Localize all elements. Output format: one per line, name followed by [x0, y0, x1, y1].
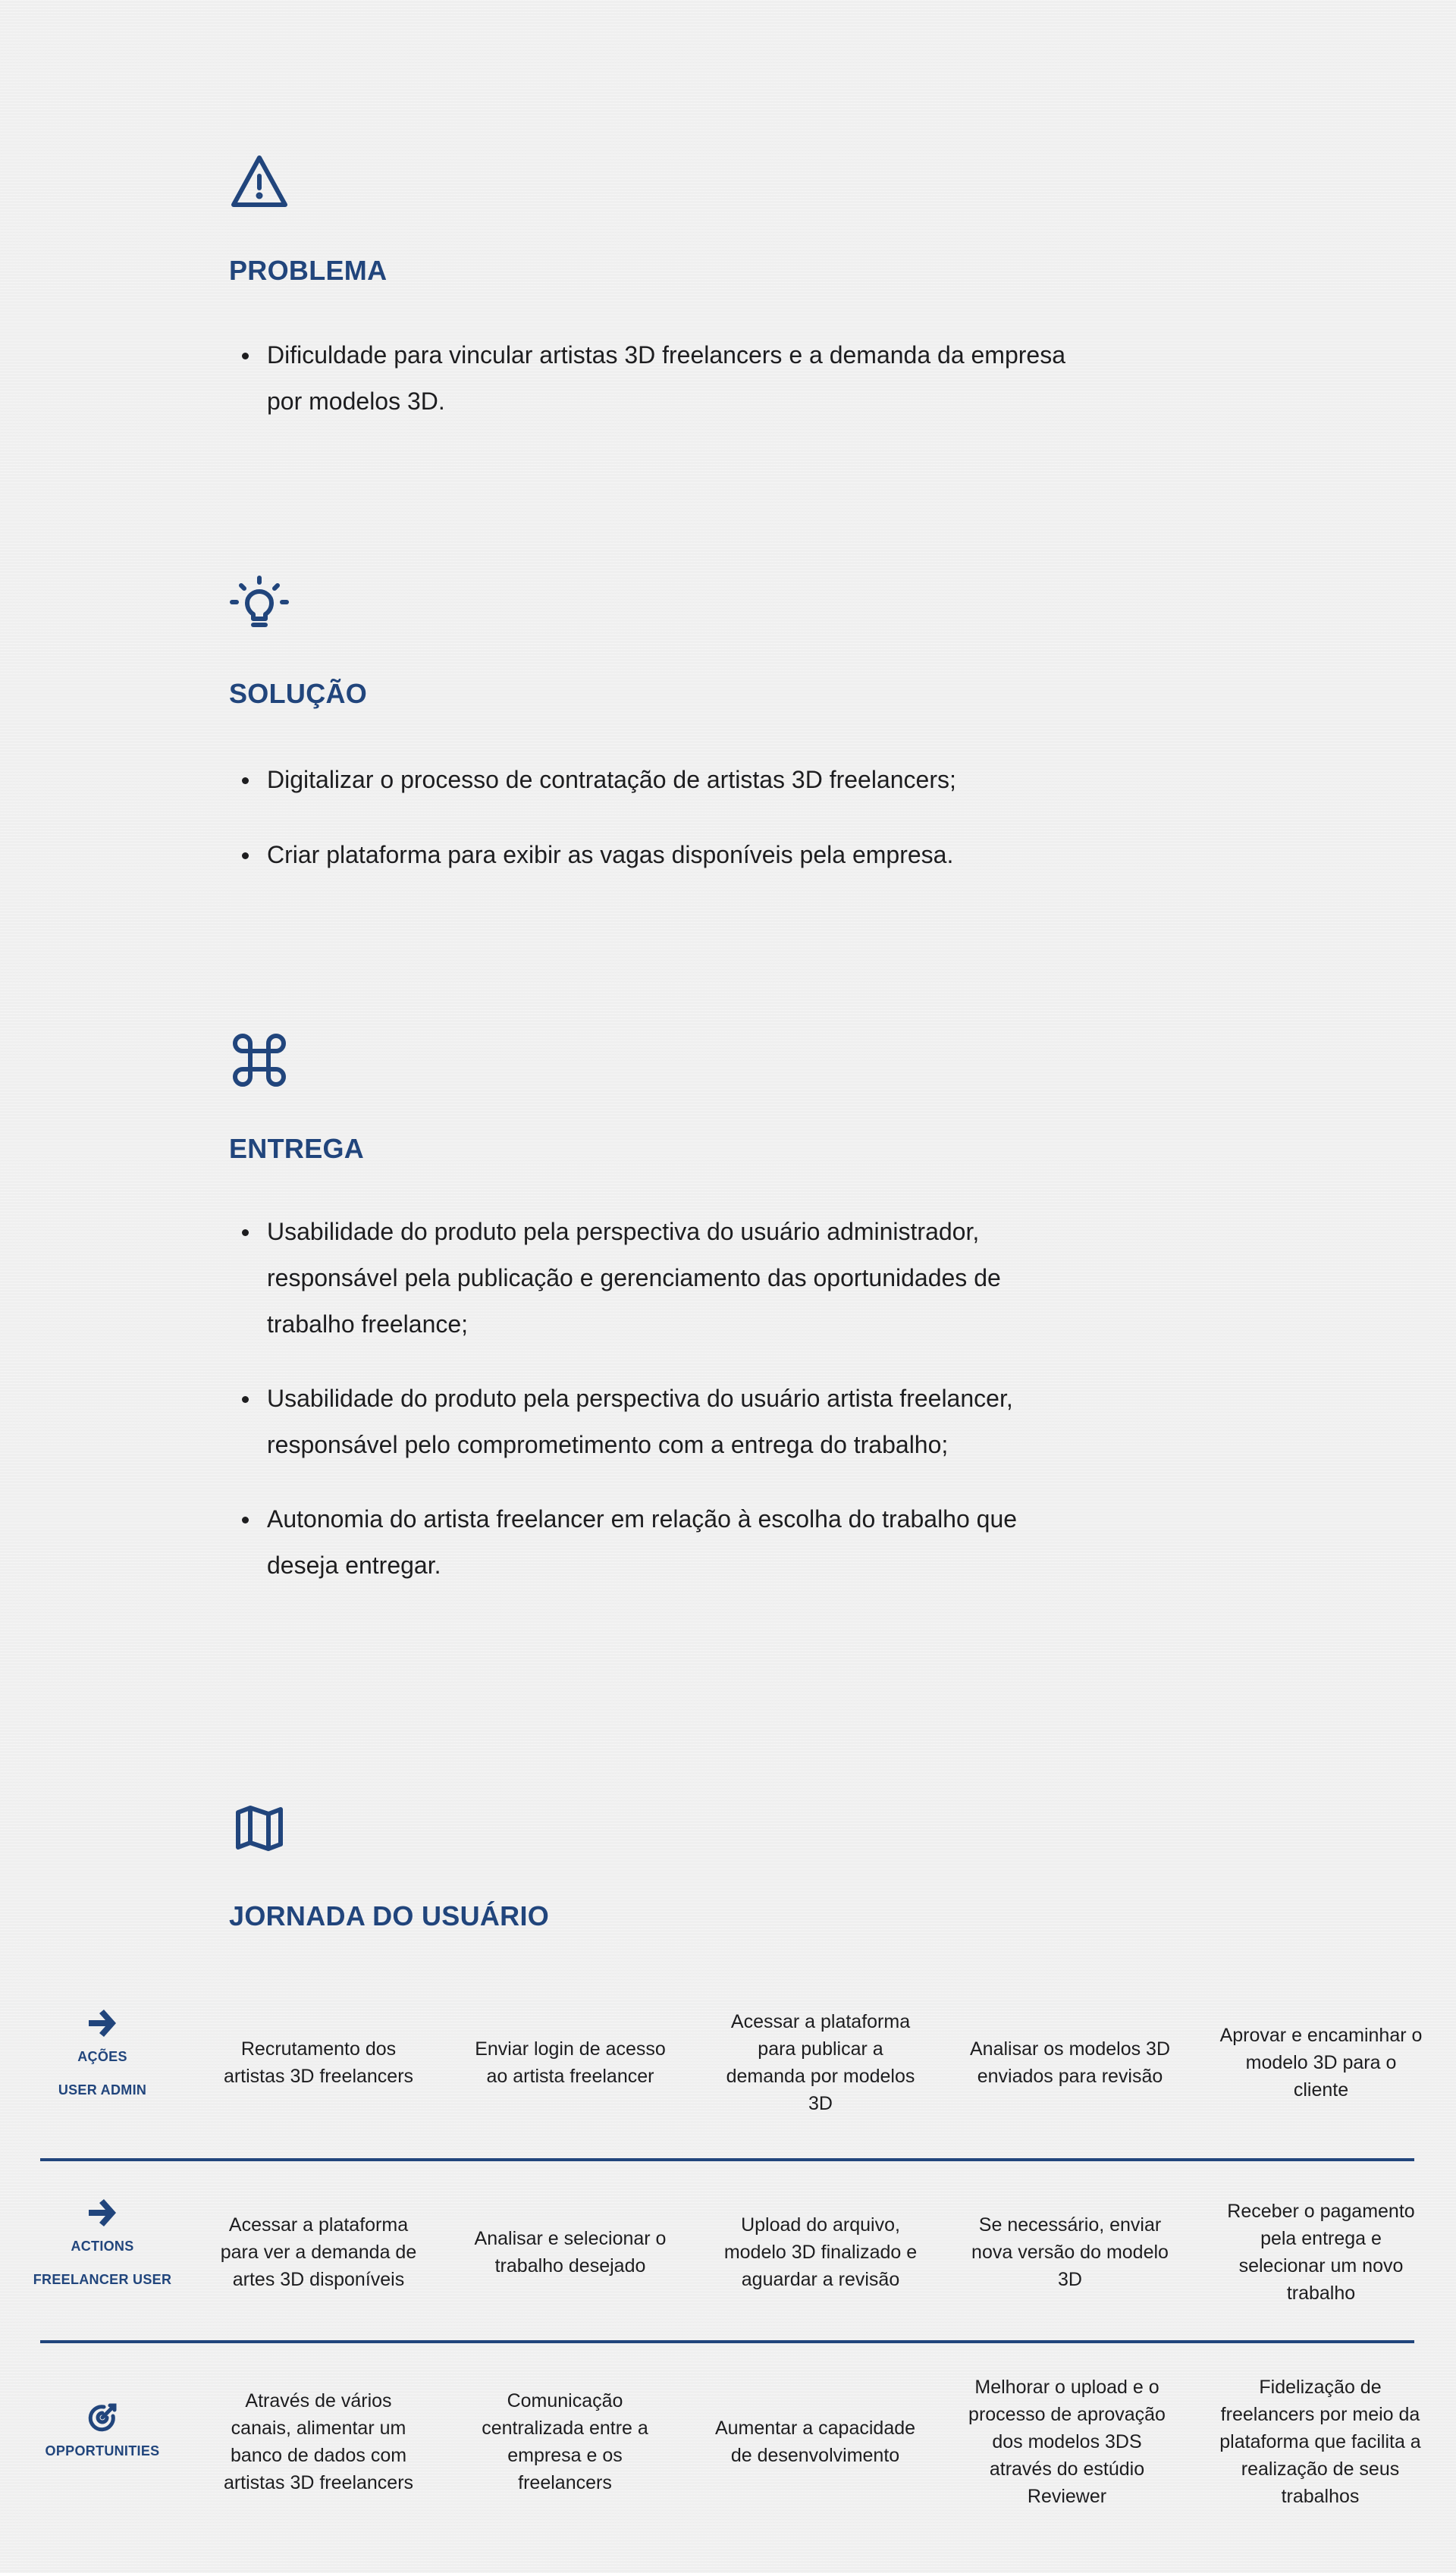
row-label-opportunities — [15, 2401, 190, 2468]
journey-cell: Analisar e selecionar o trabalho desejado — [474, 2228, 667, 2276]
journey-row-admin — [0, 1994, 1456, 2131]
entrega-title: ENTREGA — [229, 1133, 365, 1164]
list-item: Dificuldade para vincular artistas 3D freelancers e a demanda da empresa por modelos 3D. — [229, 332, 1078, 425]
list-item: Usabilidade do produto pela perspectiva do usuário administrador, responsável pela publicação e gerenciamento das oportunidades de trabalho freelance; — [229, 1209, 1078, 1348]
solucao-title: SOLUÇÃO — [229, 678, 368, 709]
row-label-line1: AÇÕES — [77, 2049, 127, 2064]
list-item: Autonomia do artista freelancer em relação à escolha do trabalho que deseja entregar. — [229, 1496, 1078, 1589]
warning-triangle-icon — [229, 152, 290, 212]
row-label-line2: USER ADMIN — [58, 2082, 147, 2098]
journey-cell: Fidelização de freelancers por meio da plataforma que facilita a realização de seus trabalhos — [1219, 2377, 1421, 2507]
list-item: Criar plataforma para exibir as vagas disponíveis pela empresa. — [229, 832, 1078, 878]
problema-list — [229, 332, 1078, 425]
map-icon — [229, 1797, 290, 1858]
journey-row-opportunities — [0, 2366, 1456, 2518]
problema-section — [229, 152, 1078, 440]
jornada-title: JORNADA DO USUÁRIO — [229, 1900, 550, 1931]
journey-cell: Enviar login de acesso ao artista freelancer — [475, 2038, 666, 2087]
entrega-section — [229, 1030, 1078, 1652]
journey-cell: Receber o pagamento pela entrega e selecionar um novo trabalho — [1227, 2201, 1415, 2304]
entrega-list — [229, 1209, 1078, 1589]
jornada-section — [229, 1797, 1078, 1934]
journey-cell: Através de vários canais, alimentar um banco de dados com artistas 3D freelancers — [223, 2390, 414, 2493]
arrow-right-icon — [86, 2007, 119, 2040]
row-label-line1: OPPORTUNITIES — [45, 2443, 160, 2458]
row-label-admin — [15, 2007, 190, 2107]
lightbulb-icon — [229, 575, 290, 635]
command-icon — [229, 1030, 290, 1090]
journey-cell: Upload do arquivo, modelo 3D finalizado e aguardar a revisão — [723, 2214, 918, 2290]
journey-cell: Acessar a plataforma para publicar a demanda por modelos 3D — [726, 2011, 915, 2114]
journey-row-freelancer — [0, 2184, 1456, 2320]
arrow-right-icon — [86, 2196, 119, 2229]
solucao-list — [229, 757, 1078, 878]
journey-cell: Comunicação centralizada entre a empresa e os freelancers — [482, 2390, 648, 2493]
list-item: Usabilidade do produto pela perspectiva do usuário artista freelancer, responsável pelo comprometimento com a entrega do trabalho; — [229, 1376, 1078, 1468]
journey-cell: Aumentar a capacidade de desenvolvimento — [714, 2418, 916, 2466]
list-item: Digitalizar o processo de contratação de artistas 3D freelancers; — [229, 757, 1078, 803]
row-divider — [40, 2340, 1414, 2343]
row-label-line2: FREELANCER USER — [33, 2272, 172, 2287]
journey-cell: Recrutamento dos artistas 3D freelancers — [223, 2038, 414, 2087]
journey-cell: Acessar a plataforma para ver a demanda de artes 3D disponíveis — [220, 2214, 417, 2290]
journey-cell: Aprovar e encaminhar o modelo 3D para o cliente — [1219, 2025, 1423, 2101]
row-label-line1: ACTIONS — [71, 2239, 134, 2254]
journey-cell: Melhorar o upload e o processo de aprovação dos modelos 3DS através do estúdio Reviewer — [968, 2377, 1166, 2507]
row-divider — [40, 2158, 1414, 2161]
solucao-section — [229, 575, 1078, 893]
journey-cell: Analisar os modelos 3D enviados para revisão — [969, 2038, 1170, 2087]
target-icon — [86, 2401, 119, 2434]
journey-cell: Se necessário, enviar nova versão do modelo 3D — [971, 2214, 1169, 2290]
row-label-freelancer — [15, 2196, 190, 2296]
problema-title: PROBLEMA — [229, 255, 388, 286]
